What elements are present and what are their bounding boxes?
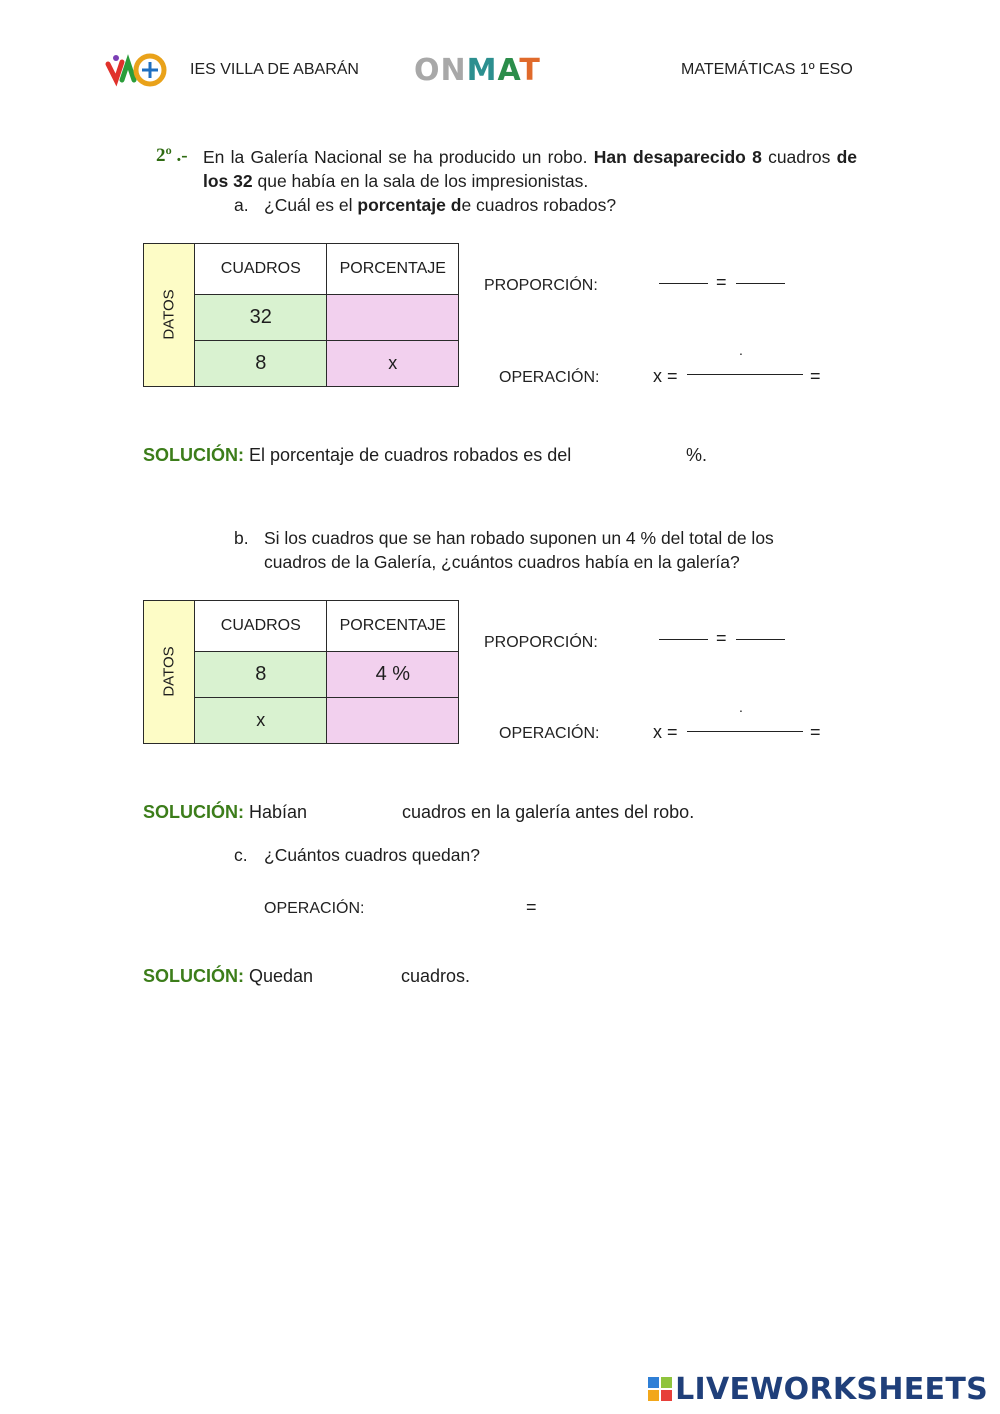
solution-c-start: SOLUCIÓN: Quedan — [143, 966, 314, 986]
cell-porcentaje-1: 4 % — [327, 652, 459, 698]
operation-equals-c: = — [526, 897, 537, 917]
solution-a-unit: %. — [686, 445, 708, 465]
subject-title: MATEMÁTICAS 1º ESO — [681, 61, 853, 78]
cell-porcentaje-1[interactable] — [327, 295, 459, 341]
onmat-letter: O — [414, 53, 441, 85]
onmat-logo-text — [414, 53, 541, 85]
cell-porcentaje-2: x — [327, 341, 459, 387]
operation-x-a: x = — [653, 366, 678, 386]
cell-cuadros-2: x — [195, 698, 327, 744]
col-header-porcentaje: PORCENTAJE — [327, 244, 459, 295]
cell-porcentaje-2[interactable] — [327, 698, 459, 744]
proportion-equals-b: = — [716, 628, 727, 648]
proportion-label-a: PROPORCIÓN: — [484, 277, 598, 294]
col-header-cuadros: CUADROS — [195, 244, 327, 295]
onmat-letter: T — [519, 53, 541, 85]
operation-label-c: OPERACIÓN: — [264, 900, 365, 917]
operation-label-b: OPERACIÓN: — [499, 725, 600, 742]
data-table-a — [143, 243, 459, 387]
proportion-blank-a-left[interactable] — [659, 283, 708, 284]
col-header-porcentaje: PORCENTAJE — [327, 601, 459, 652]
operation-x-b: x = — [653, 722, 678, 742]
cell-cuadros-2: 8 — [195, 341, 327, 387]
school-name: IES VILLA DE ABARÁN — [190, 61, 359, 78]
proportion-label-b: PROPORCIÓN: — [484, 634, 598, 651]
datos-label: DATOS — [144, 244, 195, 387]
school-logo-icon — [104, 50, 174, 90]
operation-fraction-b[interactable] — [687, 731, 803, 732]
operation-label-a: OPERACIÓN: — [499, 369, 600, 386]
solution-b-end: cuadros en la galería antes del robo. — [402, 802, 695, 822]
onmat-letter: M — [466, 53, 498, 85]
onmat-logo — [414, 53, 544, 85]
operation-equals-a: = — [810, 366, 821, 386]
liveworksheets-text: LIVEWORKSHEETS — [675, 1371, 988, 1407]
col-header-cuadros: CUADROS — [195, 601, 327, 652]
operation-fraction-a[interactable] — [687, 374, 803, 375]
liveworksheets-icon — [648, 1377, 672, 1401]
proportion-blank-a-right[interactable] — [736, 283, 785, 284]
proportion-equals-a: = — [716, 272, 727, 292]
proportion-blank-b-left[interactable] — [659, 639, 708, 640]
question-b-line2: cuadros de la Galería, ¿cuántos cuadros había en la galería? — [264, 552, 740, 572]
solution-b-start: SOLUCIÓN: Habían — [143, 802, 308, 822]
solution-c-end: cuadros. — [401, 966, 471, 986]
onmat-letter: A — [497, 53, 520, 85]
datos-label: DATOS — [144, 601, 195, 744]
exercise-number: 2º .- — [156, 145, 188, 166]
onmat-letter: N — [440, 53, 467, 85]
operation-dot-b: . — [739, 699, 743, 715]
cell-cuadros-1: 32 — [195, 295, 327, 341]
proportion-blank-b-right[interactable] — [736, 639, 785, 640]
data-table-b — [143, 600, 459, 744]
cell-cuadros-1: 8 — [195, 652, 327, 698]
solution-a: SOLUCIÓN: El porcentaje de cuadros robados es del — [143, 445, 572, 465]
liveworksheets-logo — [648, 1371, 988, 1407]
operation-equals-b: = — [810, 722, 821, 742]
operation-dot-a: . — [739, 342, 743, 358]
exercise-statement: En la Galería Nacional se ha producido un robo. Han desaparecido 8 cuadros de los 32 que había en la sala de los impresionistas. — [203, 147, 857, 191]
